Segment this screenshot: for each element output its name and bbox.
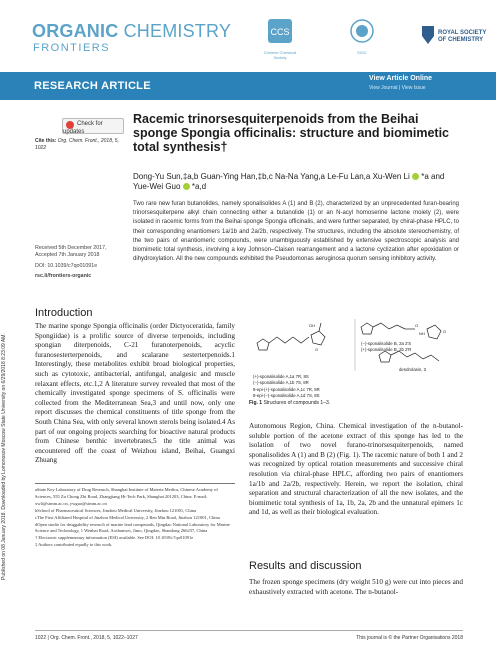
- article-title: Racemic trinorsesquiterpenoids from the Beihai sponge Spongia officinalis: structure and biomimetic total synthesis†: [133, 112, 450, 154]
- journal-site-link[interactable]: rsc.li/frontiers-organic: [35, 273, 92, 280]
- abstract: Two rare new furan butanolides, namely sponalisolides A (1) and B (2), characterized by an unprecedented furan-bearing trinorsesquiterpene alkyl chain connecting either a butanolide (1) or an N-acyl homoserine lactone moiety (2), were isolated in racemic forms from the Beihai sponge Spongia officinalis, and were further separated, by chiral-phase HPLC, to their corresponding enantiomers 1a/1b and 2a/2b, respectively. The structures, including the absolute stereochemistry, of the two pairs of enantiomeric compounds, were unambiguously established by extensive spectroscopic analysis and biomimetic total synthesis, involving a key Johnson–Claisen rearrangement and a lactone cyclization after epoxidation or dihydroxylation. All the new compounds exhibited the Pseudomonas aeruginosa quorum sensing inhibitory activity.: [133, 201, 459, 263]
- svg-text:O: O: [415, 323, 419, 328]
- check-for-updates-button[interactable]: Check for updates: [62, 118, 124, 134]
- journal-title: ORGANIC CHEMISTRY: [32, 21, 232, 41]
- svg-text:OH: OH: [309, 323, 315, 328]
- section-label: RESEARCH ARTICLE: [34, 80, 151, 92]
- intro-text: The marine sponge Spongia officinalis (order Dictyoceratida, family Spongiidae) is a prolific source of diverse terpenoids, including spongian diterpenoids, C-21 furanoterpenoids, acyclic furanosesterterpenoids, and scalarane sesterterpenoids.1 Interestingly, these metabolites exhibit broad biological properties, such as cytotoxic, antibacterial, antifungal, analgesic and muscle relaxant effects, etc.1,2 A literature survey revealed that most of the chemically investigated sponge specimens of S. officinalis were collected from the Mediterranean Sea,3 and until now, only one report discusses the chemical constituents of title sponge from the South China Sea, with only several known sterols being isolated.4 As part of our ongoing projects searching for bioactive natural products from Chinese benthic invertebrates,5 the title animal was encountered off the coast of Weizhou island, Beihai, Guangxi Zhuang: [35, 322, 235, 465]
- orcid-icon[interactable]: [183, 183, 190, 190]
- ccs-logo: [262, 18, 298, 60]
- figure-labels-compound-2: (−)-sponalisolide B, 2a 2'S (+)-sponalisolide B, 2b 2'R: [361, 341, 412, 353]
- received-info: Received 5th December 2017, Accepted 7th January 2018 DOI: 10.1039/c7qo01091e rsc.li/frontiers-organic: [35, 245, 125, 281]
- svg-text:NH: NH: [419, 331, 425, 336]
- svg-text:O: O: [443, 329, 447, 334]
- footer-right: This journal is © the Partner Organisations 2018: [356, 635, 463, 641]
- results-heading: Results and discussion: [249, 560, 362, 572]
- page-footer: [35, 630, 463, 641]
- intro-heading: Introduction: [35, 307, 93, 319]
- sioc-logo-caption: SIOC: [357, 50, 367, 55]
- author-list: Dong-Yu Sun,‡a,b Guan-Ying Han,‡b,c Na-Na Yang,a Le-Fu Lan,a Xu-Wen Li *a and Yue-Wei Guo *a,d: [133, 172, 445, 191]
- footnotes: aState Key Laboratory of Drug Research, Shanghai Institute of Materia Medica, Chinese Academy of Sciences, 555 Zu Chong Zhi Road, Zhangjiang Hi-Tech Park, Shanghai 201203, China. E-mail: xwli@simm.ac.cn, ywguo@simm.ac.cn bSchool of Pharmaceutical Sciences, Jinzhou Medical University, Jinzhou 121001, China cThe First Affiliated Hospital of Jinzhou Medical University, 2 Ren Min Road, Jinzhou 121001, China dOpen studio for druggability research of marine lead compounds, Qingdao National Laboratory for Marine Science and Technology, 1 Wenhai Road, Aoshanwei, Jimo, Qingdao, Shandong 266237, China † Electronic supplementary information (ESI) available. See DOI: 10.1039/c7qo01091e ‡ Authors contributed equally to this work.: [35, 487, 230, 548]
- svg-text:O: O: [315, 347, 319, 352]
- updates-icon: [66, 121, 74, 129]
- body-text-col2: Autonomous Region, China. Chemical investigation of the n-butanol-soluble portion of the acetone extract of this sponge has led to the isolation of two novel furano-trinorsesquiterpenoids, named sponalisolides A (1) and B (2) (Fig. 1). The racemic nature of both 1 and 2 was recognized by optical rotation measurements and successive chiral resolution via chiral-phase HPLC, affording two pairs of enantiomers 1a/1b and 2a/2b, respectively. Herein, we report the isolation, chiral separation and structural characterization of all the new isolates, and the biomimetic total synthesis of 1a, 1b, 2a, 2b and the unnatural epimers 1c and 1d, as well as their biological evaluation.: [249, 422, 463, 517]
- citation: Cite this: Org. Chem. Front., 2018, 5, 1022: [35, 138, 119, 151]
- svg-text:CCS: CCS: [270, 27, 290, 37]
- figure-label-dendrolasin: dendrolasin, 3: [399, 367, 426, 372]
- footnote-divider: [35, 483, 235, 484]
- orcid-icon[interactable]: [412, 173, 419, 180]
- figure-1-structures: [249, 315, 463, 413]
- rsc-logo-text: ROYAL SOCIETY OF CHEMISTRY: [438, 30, 487, 43]
- download-note: Published on 08 January 2018. Downloaded by Lomonosov Moscow State University on 6/29/2018 8:23:09 AM.: [1, 333, 7, 580]
- view-journal-issue-links[interactable]: View Journal | View Issue: [369, 85, 426, 91]
- view-article-online-link[interactable]: View Article Online: [369, 75, 433, 82]
- rsc-logo: [420, 22, 490, 52]
- ccs-logo-caption: Chinese Chemical Society: [263, 50, 297, 60]
- figure-1-caption: Fig. 1 Structures of compounds 1–3.: [249, 400, 331, 406]
- figure-labels-compound-1: (+)-sponalisolide A,1a 7R, 8S (−)-sponalisolide A,1b 7S, 8R 8-epi-(+)-sponalisolide A,1c 7R, 8R 8-epi-(−)-sponalisolide A,1d 7S, 8S: [253, 374, 320, 399]
- sioc-logo: [344, 18, 380, 55]
- results-text: The frozen sponge specimens (dry weight 510 g) were cut into pieces and exhaustively extracted with acetone. The n-butanol-: [249, 578, 463, 596]
- journal-subtitle: FRONTIERS: [33, 42, 111, 54]
- footer-left: 1022 | Org. Chem. Front., 2018, 5, 1022–1027: [35, 635, 138, 641]
